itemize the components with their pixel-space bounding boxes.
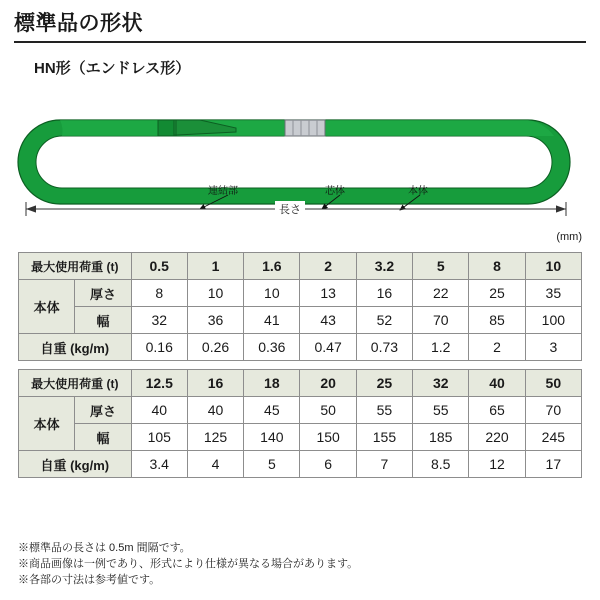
cell-width-7: 100: [525, 307, 581, 334]
callout-body: 本体: [408, 186, 428, 198]
width-label-2: 幅: [75, 424, 131, 451]
weight-label-2: 自重 (kg/m): [19, 451, 132, 478]
load2-col-2: 18: [244, 370, 300, 397]
cell-thickness-2: 10: [244, 280, 300, 307]
cell2-weight-2: 5: [244, 451, 300, 478]
load-col-1: 1: [187, 253, 243, 280]
cell-weight-1: 0.26: [187, 334, 243, 361]
load2-col-4: 25: [356, 370, 412, 397]
callout-connector: 連結部: [208, 186, 238, 198]
cell-weight-5: 1.2: [413, 334, 469, 361]
cell-weight-7: 3: [525, 334, 581, 361]
cell-thickness-0: 8: [131, 280, 187, 307]
load2-col-3: 20: [300, 370, 356, 397]
cell2-width-0: 105: [131, 424, 187, 451]
spec-table-1: [18, 252, 582, 361]
footnotes: [18, 541, 358, 589]
cell2-thickness-2: 45: [244, 397, 300, 424]
load-col-6: 8: [469, 253, 525, 280]
load-col-0: 0.5: [131, 253, 187, 280]
cell-weight-0: 0.16: [131, 334, 187, 361]
body-label-2: 本体: [19, 397, 75, 451]
cell-width-5: 70: [413, 307, 469, 334]
table-row: [19, 370, 582, 397]
width-label-1: 幅: [75, 307, 131, 334]
cell2-width-7: 245: [525, 424, 581, 451]
cell2-width-1: 125: [187, 424, 243, 451]
table-row: [19, 307, 582, 334]
thickness-label-2: 厚さ: [75, 397, 131, 424]
spec-tables: [18, 252, 582, 478]
table-row: [19, 424, 582, 451]
cell2-width-5: 185: [413, 424, 469, 451]
table-row: [19, 253, 582, 280]
title-block: [0, 0, 600, 43]
cell-thickness-7: 35: [525, 280, 581, 307]
cell2-width-3: 150: [300, 424, 356, 451]
length-label: 長さ: [275, 201, 305, 217]
load-col-3: 2: [300, 253, 356, 280]
cell2-weight-4: 7: [356, 451, 412, 478]
weight-label-1: 自重 (kg/m): [19, 334, 132, 361]
table-row: [19, 397, 582, 424]
cell-thickness-5: 22: [413, 280, 469, 307]
cell2-thickness-0: 40: [131, 397, 187, 424]
cell-width-2: 41: [244, 307, 300, 334]
cell-width-3: 43: [300, 307, 356, 334]
cell2-weight-7: 17: [525, 451, 581, 478]
footnote-3: ※各部の寸法は参考値です。: [18, 573, 161, 586]
load-col-4: 3.2: [356, 253, 412, 280]
table-row: [19, 334, 582, 361]
cell2-thickness-1: 40: [187, 397, 243, 424]
footnote-2: ※商品画像は一例であり、形式により仕様が異なる場合があります。: [18, 557, 359, 570]
load2-col-6: 40: [469, 370, 525, 397]
cell2-weight-0: 3.4: [131, 451, 187, 478]
max-load-header-1: 最大使用荷重 (t): [19, 253, 132, 280]
cell2-thickness-6: 65: [469, 397, 525, 424]
spec-table-2: [18, 369, 582, 478]
max-load-header-2: 最大使用荷重 (t): [19, 370, 132, 397]
cell2-thickness-4: 55: [356, 397, 412, 424]
cell2-weight-6: 12: [469, 451, 525, 478]
unit-label: (mm): [556, 231, 582, 243]
cell-weight-6: 2: [469, 334, 525, 361]
page-title: 標準品の形状: [14, 12, 143, 35]
table-row: [19, 280, 582, 307]
cell-weight-3: 0.47: [300, 334, 356, 361]
cell2-weight-5: 8.5: [413, 451, 469, 478]
load2-col-7: 50: [525, 370, 581, 397]
figure-subtitle: HN形（エンドレス形）: [34, 60, 191, 78]
title-divider: [14, 41, 586, 43]
cell2-width-4: 155: [356, 424, 412, 451]
load2-col-5: 32: [413, 370, 469, 397]
load2-col-0: 12.5: [131, 370, 187, 397]
cell-thickness-1: 10: [187, 280, 243, 307]
thickness-label-1: 厚さ: [75, 280, 131, 307]
cell-width-6: 85: [469, 307, 525, 334]
cell-thickness-3: 13: [300, 280, 356, 307]
footnote-1: ※標準品の長さは 0.5m 間隔です。: [18, 542, 191, 554]
cell-width-0: 32: [131, 307, 187, 334]
cell-width-4: 52: [356, 307, 412, 334]
table-row: [19, 451, 582, 478]
core-section: [285, 120, 325, 136]
load-col-7: 10: [525, 253, 581, 280]
load-col-5: 5: [413, 253, 469, 280]
cell-thickness-4: 16: [356, 280, 412, 307]
callout-core: 芯体: [325, 186, 345, 198]
cell2-width-6: 220: [469, 424, 525, 451]
cell2-weight-3: 6: [300, 451, 356, 478]
cell2-thickness-3: 50: [300, 397, 356, 424]
cell-width-1: 36: [187, 307, 243, 334]
load2-col-1: 16: [187, 370, 243, 397]
cell-weight-4: 0.73: [356, 334, 412, 361]
cell2-weight-1: 4: [187, 451, 243, 478]
body-label-1: 本体: [19, 280, 75, 334]
cell-thickness-6: 25: [469, 280, 525, 307]
cell2-thickness-7: 70: [525, 397, 581, 424]
cell2-thickness-5: 55: [413, 397, 469, 424]
load-col-2: 1.6: [244, 253, 300, 280]
cell2-width-2: 140: [244, 424, 300, 451]
cell-weight-2: 0.36: [244, 334, 300, 361]
